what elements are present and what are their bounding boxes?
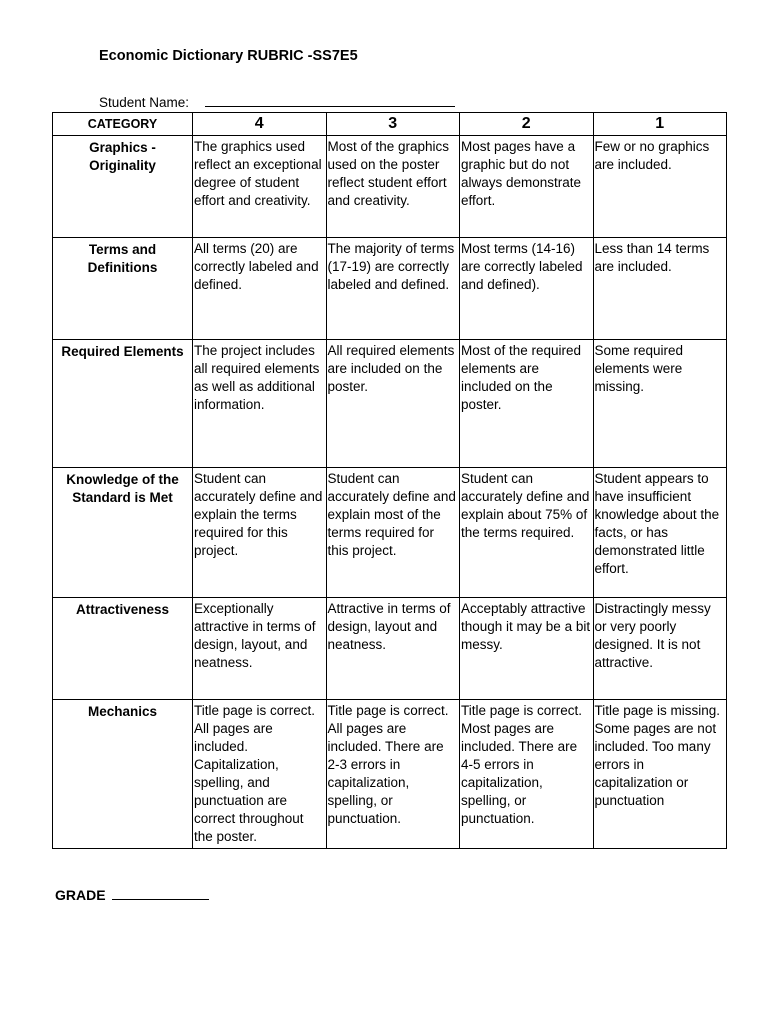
criteria-cell: All required elements are included on the poster. <box>326 340 460 468</box>
document-title: Economic Dictionary RUBRIC -SS7E5 <box>99 48 358 64</box>
criteria-cell: Student can accurately define and explain the terms required for this project. <box>193 468 327 598</box>
category-cell: Knowledge of the Standard is Met <box>53 468 193 598</box>
header-row <box>53 113 727 136</box>
criteria-cell: The graphics used reflect an exceptional degree of student effort and creativity. <box>193 136 327 238</box>
criteria-cell: Title page is correct. All pages are included. Capitalization, spelling, and punctuation are correct throughout the poster. <box>193 700 327 849</box>
table-row <box>53 468 727 598</box>
criteria-cell: Title page is correct. All pages are included. There are 2-3 errors in capitalization, spelling, or punctuation. <box>326 700 460 849</box>
criteria-cell: Acceptably attractive though it may be a bit messy. <box>460 598 594 700</box>
header-score-2: 2 <box>460 113 594 136</box>
header-score-1: 1 <box>593 113 727 136</box>
criteria-cell: Title page is missing. Some pages are not included. Too many errors in capitalization or punctuation <box>593 700 727 849</box>
table-row <box>53 340 727 468</box>
criteria-cell: Attractive in terms of design, layout and neatness. <box>326 598 460 700</box>
criteria-cell: Most terms (14-16) are correctly labeled and defined). <box>460 238 594 340</box>
category-cell: Required Elements <box>53 340 193 468</box>
category-cell: Terms and Definitions <box>53 238 193 340</box>
criteria-cell: Few or no graphics are included. <box>593 136 727 238</box>
rubric-table <box>52 112 727 849</box>
grade-line <box>55 886 209 903</box>
category-cell: Attractiveness <box>53 598 193 700</box>
criteria-cell: Student can accurately define and explain most of the terms required for this project. <box>326 468 460 598</box>
grade-label: GRADE <box>55 887 106 903</box>
student-name-line <box>99 94 455 110</box>
criteria-cell: Some required elements were missing. <box>593 340 727 468</box>
category-cell: Mechanics <box>53 700 193 849</box>
criteria-cell: Most pages have a graphic but do not always demonstrate effort. <box>460 136 594 238</box>
criteria-cell: Most of the required elements are included on the poster. <box>460 340 594 468</box>
criteria-cell: The majority of terms (17-19) are correctly labeled and defined. <box>326 238 460 340</box>
criteria-cell: Distractingly messy or very poorly designed. It is not attractive. <box>593 598 727 700</box>
header-score-4: 4 <box>193 113 327 136</box>
criteria-cell: Title page is correct. Most pages are included. There are 4-5 errors in capitalization, spelling, or punctuation. <box>460 700 594 849</box>
criteria-cell: Student appears to have insufficient knowledge about the facts, or has demonstrated little effort. <box>593 468 727 598</box>
criteria-cell: Exceptionally attractive in terms of design, layout, and neatness. <box>193 598 327 700</box>
header-score-3: 3 <box>326 113 460 136</box>
table-row <box>53 238 727 340</box>
student-name-label: Student Name: <box>99 95 190 110</box>
criteria-cell: Less than 14 terms are included. <box>593 238 727 340</box>
criteria-cell: All terms (20) are correctly labeled and defined. <box>193 238 327 340</box>
criteria-cell: Most of the graphics used on the poster reflect student effort and creativity. <box>326 136 460 238</box>
category-cell: Graphics - Originality <box>53 136 193 238</box>
table-row <box>53 598 727 700</box>
header-category: CATEGORY <box>53 113 193 136</box>
criteria-cell: Student can accurately define and explain about 75% of the terms required. <box>460 468 594 598</box>
grade-blank <box>112 886 209 900</box>
table-row <box>53 700 727 849</box>
student-name-blank <box>205 94 455 107</box>
table-row <box>53 136 727 238</box>
criteria-cell: The project includes all required elements as well as additional information. <box>193 340 327 468</box>
